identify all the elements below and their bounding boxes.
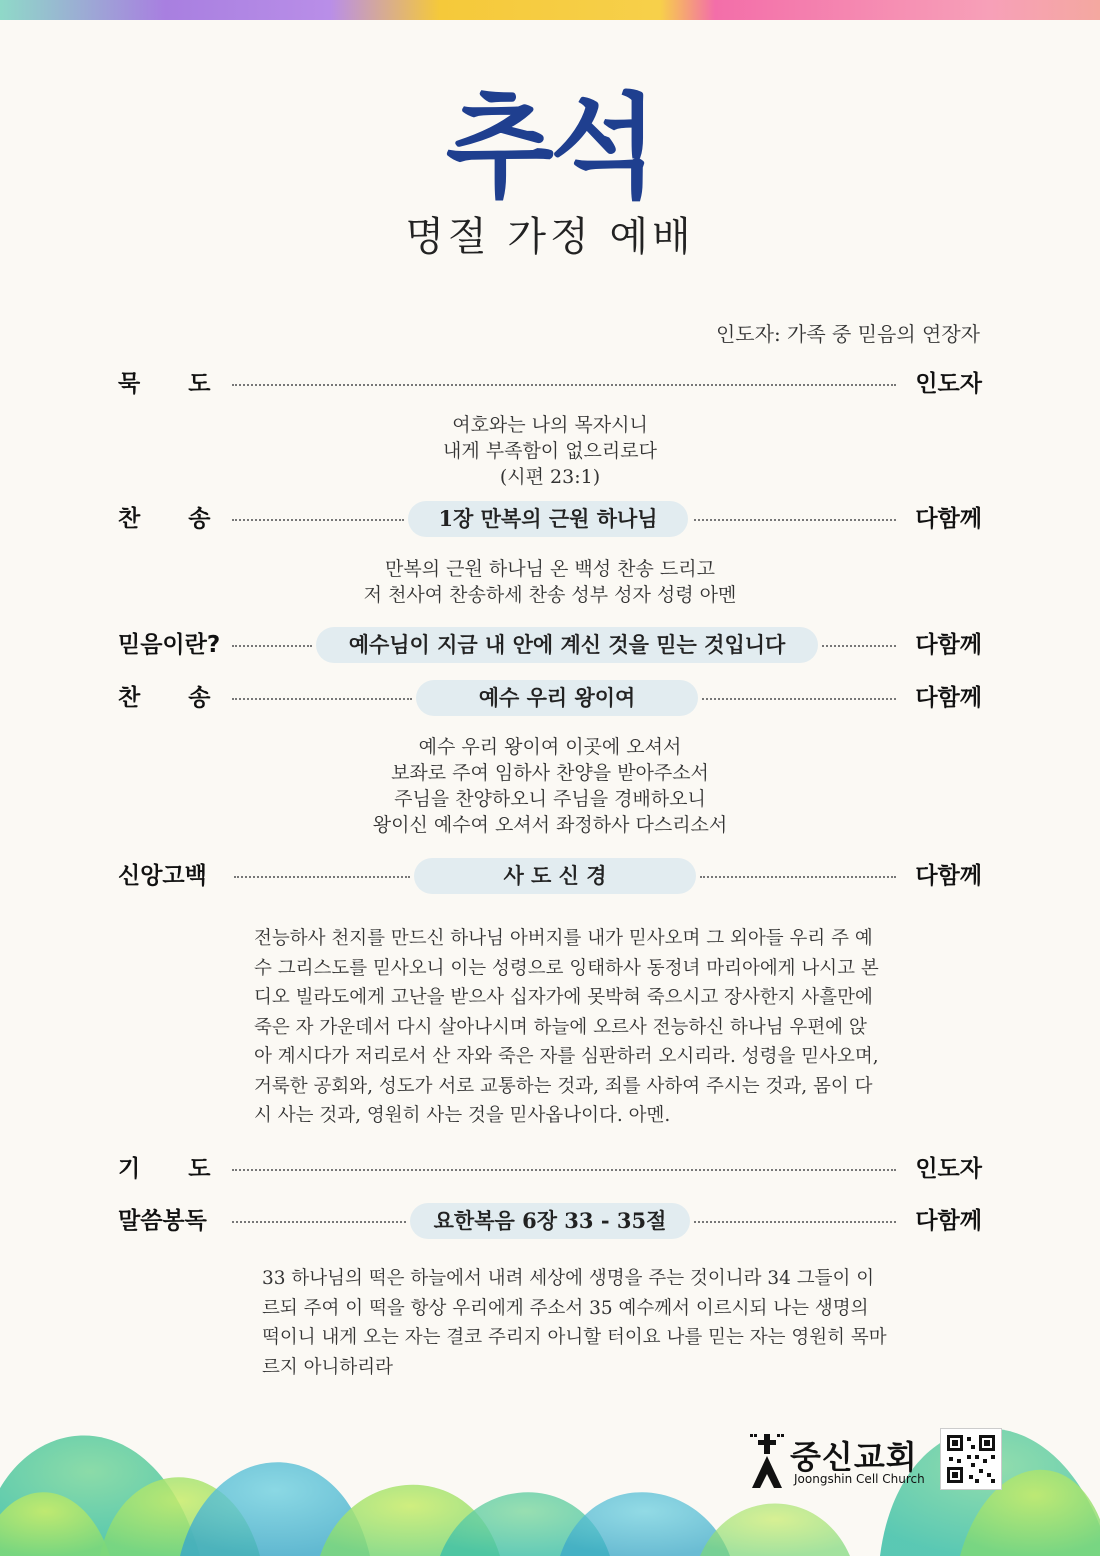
lyric-line: 보좌로 주여 임하사 찬양을 받아주소서 bbox=[391, 762, 709, 784]
order-leader: 인도자 bbox=[915, 1156, 982, 1182]
hymn-2-lyrics bbox=[0, 734, 1100, 838]
order-label: 신앙고백 bbox=[118, 863, 207, 889]
dotted-leader bbox=[232, 1169, 896, 1171]
dotted-leader bbox=[694, 519, 896, 521]
hymn-title-pill: 예수 우리 왕이여 bbox=[416, 680, 698, 716]
church-name: 중신교회 bbox=[790, 1438, 918, 1476]
order-label: 묵 도 bbox=[118, 371, 211, 397]
apostles-creed-text: 전능하사 천지를 만드신 하나님 아버지를 내가 믿사오며 그 외아들 우리 주 예수 그리스도를 믿사오니 이는 성령으로 잉태하사 동정녀 마리아에게 나시고 본디오 빌라도에게 고난을 받으사 십자가에 못박혀 죽으시고 장사한지 사흘만에 죽은 자 가운데서 다시 살아나시며 하늘에 오르사 전능하신 하나님 우편에 앉아 계시다가 저리로서 산 자와 죽은 자를 심판하러 오시리라. 성령을 믿사오며, 거룩한 공회와, 성도가 서로 교통하는 것과, 죄를 사하여 주시는 것과, 몸이 다시 사는 것과, 영원히 사는 것을 믿사옵나이다. 아멘. bbox=[254, 928, 879, 1126]
dotted-leader bbox=[234, 876, 410, 878]
dotted-leader bbox=[694, 1221, 896, 1223]
church-logo-icon bbox=[750, 1434, 784, 1488]
order-label: 말씀봉독 bbox=[118, 1208, 207, 1234]
faith-statement-pill: 예수님이 지금 내 안에 계신 것을 믿는 것입니다 bbox=[316, 627, 818, 663]
dotted-leader bbox=[232, 1221, 406, 1223]
order-label: 믿음이란? bbox=[118, 632, 221, 658]
page-subtitle: 명절 가정 예배 bbox=[405, 214, 695, 260]
order-label: 기 도 bbox=[118, 1156, 211, 1182]
psalm-verse bbox=[0, 412, 1100, 490]
scripture-text: 33 하나님의 떡은 하늘에서 내려 세상에 생명을 주는 것이니라 34 그들이 이르되 주여 이 떡을 항상 우리에게 주소서 35 예수께서 이르시되 나는 생명의 떡이니 내게 오는 자는 결코 주리지 아니할 터이요 나를 믿는 자는 영원히 목마르지 아니하리라 bbox=[262, 1268, 887, 1378]
dotted-leader bbox=[232, 698, 412, 700]
qr-code-icon bbox=[940, 1428, 1002, 1490]
psalm-reference: (시편 23:1) bbox=[499, 466, 601, 488]
order-leader: 다함께 bbox=[915, 1208, 982, 1234]
scripture-reference-pill: 요한복음 6장 33 - 35절 bbox=[410, 1203, 690, 1239]
order-leader: 인도자 bbox=[915, 371, 982, 397]
dotted-leader bbox=[232, 384, 896, 386]
lyric-line: 예수 우리 왕이여 이곳에 오셔서 bbox=[418, 736, 682, 758]
psalm-line: 내게 부족함이 없으리로다 bbox=[443, 440, 657, 462]
top-color-bar bbox=[0, 0, 1100, 20]
page-title: 추석 bbox=[445, 83, 655, 213]
church-name-english: Joongshin Cell Church bbox=[794, 1472, 925, 1486]
decorative-hills bbox=[0, 1356, 1100, 1556]
order-row-hymn-2 bbox=[118, 678, 982, 718]
order-row-faith bbox=[118, 625, 982, 665]
order-leader: 다함께 bbox=[915, 632, 982, 658]
order-row-prayer bbox=[118, 1149, 982, 1189]
order-label: 찬 송 bbox=[118, 506, 211, 532]
church-logo bbox=[750, 1432, 930, 1492]
order-row-creed bbox=[118, 856, 982, 896]
dotted-leader bbox=[700, 876, 896, 878]
order-leader: 다함께 bbox=[915, 685, 982, 711]
creed-title-pill: 사 도 신 경 bbox=[414, 858, 696, 894]
dotted-leader bbox=[232, 645, 312, 647]
order-row-silent-prayer bbox=[118, 364, 982, 404]
lyric-line: 만복의 근원 하나님 온 백성 찬송 드리고 bbox=[385, 558, 715, 580]
order-leader: 다함께 bbox=[915, 506, 982, 532]
psalm-line: 여호와는 나의 목자시니 bbox=[452, 414, 648, 436]
lyric-line: 저 천사여 찬송하세 찬송 성부 성자 성령 아멘 bbox=[363, 584, 737, 606]
leader-note: 인도자: 가족 중 믿음의 연장자 bbox=[715, 322, 980, 346]
lyric-line: 왕이신 예수여 오셔서 좌정하사 다스리소서 bbox=[372, 814, 728, 836]
order-leader: 다함께 bbox=[915, 863, 982, 889]
hymn-1-lyrics bbox=[0, 556, 1100, 608]
dotted-leader bbox=[822, 645, 896, 647]
dotted-leader bbox=[232, 519, 404, 521]
hymn-title-pill: 1장 만복의 근원 하나님 bbox=[408, 501, 688, 537]
dotted-leader bbox=[702, 698, 896, 700]
lyric-line: 주님을 찬양하오니 주님을 경배하오니 bbox=[394, 788, 706, 810]
order-row-scripture-reading bbox=[118, 1201, 982, 1241]
order-label: 찬 송 bbox=[118, 685, 211, 711]
order-row-hymn-1 bbox=[118, 499, 982, 539]
